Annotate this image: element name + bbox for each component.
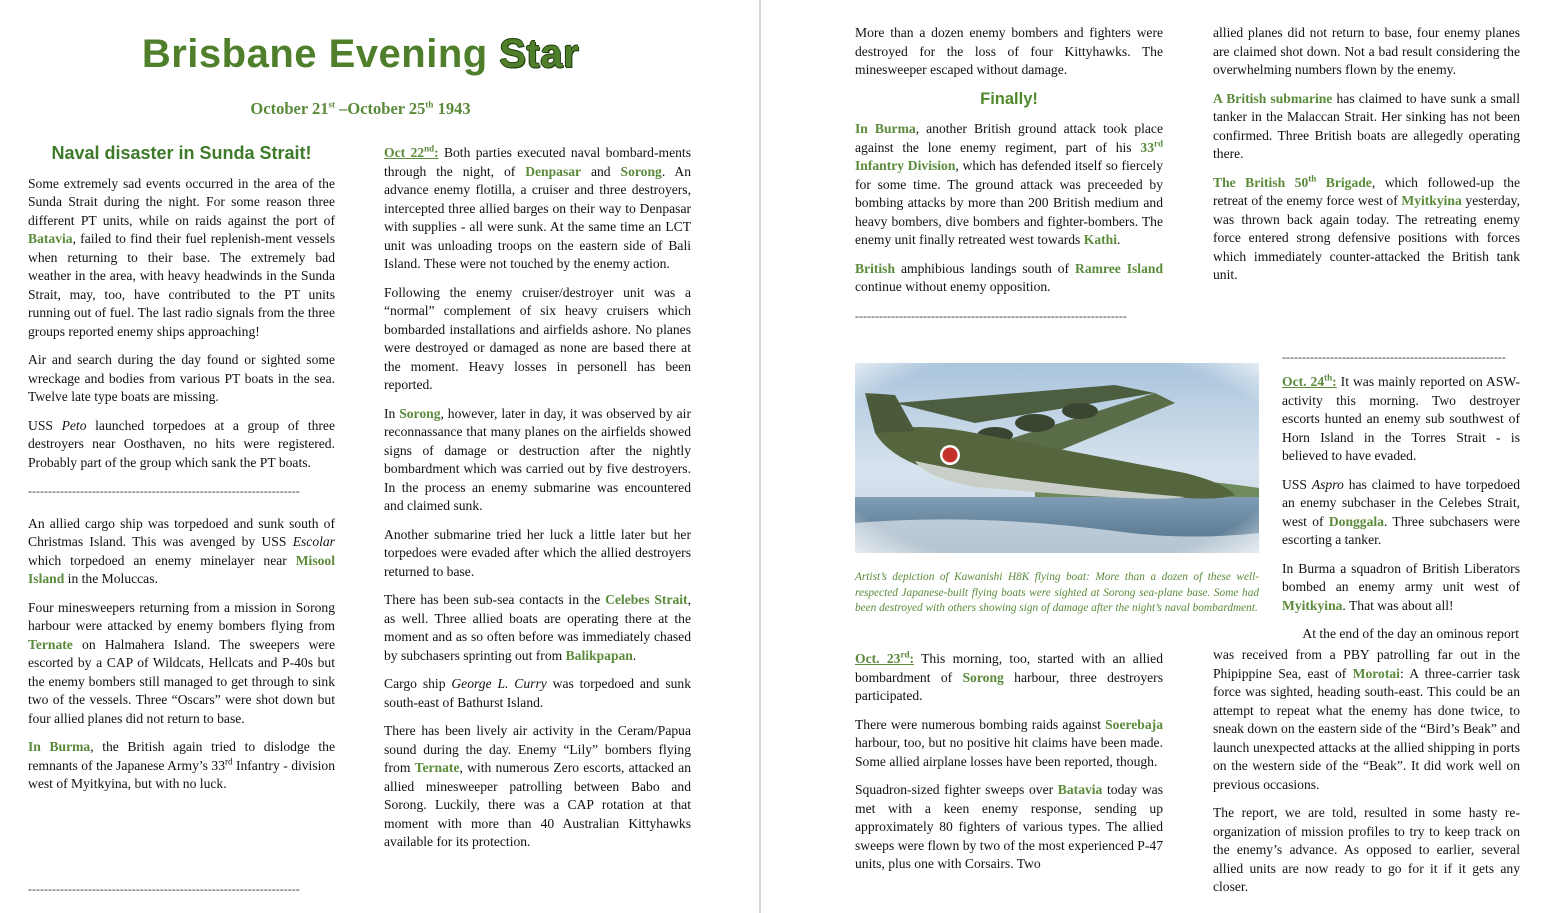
column-2: [384, 144, 691, 862]
paragraph: Oct. 24th: It was mainly reported on ASW-activity this morning. Two destroyer escorts hunted an enemy sub southwest of Horn Island in the Torres Strait - is believed to have evaded.: [1282, 372, 1520, 463]
column-5: [1282, 373, 1520, 654]
section-rule: --------------------------------------------------------: [1282, 350, 1506, 364]
column-1: [28, 144, 335, 804]
section-rule: --------------------------------------------------------------------: [28, 484, 300, 498]
paragraph: Oct 22nd: Both parties executed naval bombard-ments through the night, of Denpasar and Sorong. An advance enemy flotilla, a cruiser and three destroyers, intercepted three allied barges on their way to Denpasar with supplies - all were sunk. At the same time an LCT unit was unloading troops on the eastern side of Bali Island. These were not touched by the enemy action.: [384, 143, 691, 271]
paragraph: allied planes did not return to base, four enemy planes are claimed shot down. Not a bad result considering the overwhelming numbers flown by the enemy.: [1213, 25, 1520, 77]
paragraph: A British submarine has claimed to have sunk a small tanker in the Malaccan Strait. Her sinking has not been confirmed. Three British boats are allegedly operating there.: [1213, 90, 1520, 161]
masthead-title-a: Brisbane Evening: [141, 32, 488, 76]
paragraph: At the end of the day an ominous report: [1302, 626, 1520, 641]
paragraph: Oct. 23rd: This morning, too, started with an allied bombardment of Sorong harbour, three destroyers participated.: [855, 649, 1164, 703]
masthead-title-b: Star: [499, 32, 580, 76]
paragraph: British amphibious landings south of Ramree Island continue without enemy opposition.: [855, 260, 1164, 294]
paragraph: Cargo ship George L. Curry was torpedoed and sunk south-east of Bathurst Island.: [384, 676, 692, 710]
section-rule: --------------------------------------------------------------------: [855, 308, 1127, 323]
section-rule: --------------------------------------------------------------------: [28, 882, 300, 896]
issue-date-year: 1943: [433, 99, 471, 118]
paragraph: In Sorong, however, later in day, it was observed by air reconnassance that many planes on the airfields showed signs of damage or destruction after the nightly bombardment which was carried out by five destroyers. In the process an enemy submarine was encountered and claimed sunk.: [384, 405, 691, 513]
paragraph: The report, we are told, resulted in some hasty re-organization of mission profiles to try to keep track on the enemy’s advance. As opposed to earlier, several allied units are now ready to go for it if it gets any closer.: [1213, 805, 1520, 894]
paragraph: In Burma, the British again tried to dislodge the remnants of the Japanese Army’s 33rd Infantry - division west of Myitkyina, but with no luck.: [28, 739, 336, 791]
paragraph: Air and search during the day found or sighted some wreckage and bodies from various PT boats in the sea. Twelve late type boats are missing.: [28, 352, 335, 404]
image-caption: Artist’s depiction of Kawanishi H8K flying boat: More than a dozen of these well-respected Japanese-built flying boats were sighted at Sorong sea-plane base. Some had been destroyed with others showing sign of damage after the night’s naval bombardment.: [855, 571, 1259, 615]
paragraph: Some extremely sad events occurred in the area of the Sunda Strait during the night. For some reason three different PT units, while on raids against the port of Batavia, failed to find their fuel replenish-ment vessels when returning to their base. The extremely bad weather in the area, with heavy headwinds in the Sunda Strait, may, too, have contributed to the PT units running out of fuel. The last radio signals from the three groups reported enemy ships approaching!: [28, 175, 335, 339]
paragraph: Following the enemy cruiser/destroyer unit was a “normal” complement of six heavy cruisers which bombarded installations and airfields ashore. No planes were destroyed or damaged as none are based there at the moment. Heavy losses in personell has been reported.: [384, 284, 691, 392]
paragraph: Another submarine tried her luck a little later but her torpedoes were evaded after which the allied destroyers returned to base.: [384, 526, 691, 579]
column-4: [1213, 24, 1520, 295]
article-heading: Naval disaster in Sunda Strait!: [51, 143, 312, 163]
paragraph: In Burma, another British ground attack took place against the lone enemy regiment, part of his 33rd Infantry Division, which has defended itself so fiercely for some time. The ground attack was preceeded by bombing attacks by more than 200 British medium and heavy bombers, dive bombers and fighter-bombers. The enemy unit finally retreated west towards Kathi.: [855, 121, 1163, 247]
issue-date-start: October 21: [250, 99, 329, 118]
paragraph: An allied cargo ship was torpedoed and sunk south of Christmas Island. This was avenged by USS Escolar which torpedoed an enemy minelayer near Misool Island in the Moluccas.: [28, 515, 335, 586]
issue-date-end-sup: th: [425, 99, 434, 110]
paragraph: was received from a PBY patrolling far out in the Phipippine Sea, east of Morotai: A three-carrier task force was sighted, heading south-east. This could be an attempt to repeat what the enemy has done twice, to sneak down on the eastern side of the “Bird’s Beak” and launch unexpected attacks at the allied shipping in ports on the western side of the “Beak”. It did work well on previous occasions.: [1213, 647, 1520, 792]
paragraph: There were numerous bombing raids against Soerebaja harbour, too, but no positive hit claims have been made. Some allied airplane losses have been reported, though.: [855, 716, 1163, 769]
paragraph: USS Peto launched torpedoes at a group of three destroyers near Oosthaven, no hits were registered. Probably part of the group which sank the PT boats.: [28, 417, 335, 470]
column-6: [1213, 646, 1520, 907]
paragraph: In Burma a squadron of British Liberators bombed an enemy army unit west of Myitkyina. That was about all!: [1282, 560, 1520, 613]
paragraph: There has been lively air activity in the Ceram/Papua sound during the day. Enemy “Lily” bombers flying from Ternate, with numerous Zero escorts, attacked an allied minesweeper patrolling between Babo and Sorong. Luckily, there was a CAP rotation at that moment with more than 40 Australian Kittyhawks available for its protection.: [384, 723, 691, 849]
masthead-title: [28, 32, 693, 77]
column-3-lower: [855, 650, 1163, 884]
column-3: [855, 24, 1163, 339]
paragraph: More than a dozen enemy bombers and fighters were destroyed for the loss of four Kittyhawks. The minesweeper escaped without damage.: [855, 25, 1163, 77]
issue-date-start-sup: st: [328, 99, 335, 110]
flying-boat-illustration: [855, 363, 1259, 553]
issue-date: [28, 99, 693, 119]
article-heading: Finally!: [980, 89, 1038, 108]
paragraph: Four minesweepers returning from a mission in Sorong harbour were attacked by enemy bombers flying from Ternate on Halmahera Island. The sweepers were escorted by a CAP of Wildcats, Hellcats and P-40s but the enemy bombers still managed to get through to sink two of the vessels. Three “Oscars” were shot down but four allied planes did not return to base.: [28, 599, 335, 726]
paragraph: Squadron-sized fighter sweeps over Batavia today was met with a keen enemy response, sending up approximately 80 fighters of various types. The allied sweeps were flown by two of the most experienced P-47 units, plus one with Corsairs. Two: [855, 782, 1163, 871]
paragraph: There has been sub-sea contacts in the Celebes Strait, as well. Three allied boats are operating there at the moment and as so often before was immediately chased by subchasers sprinting out from Balikpapan.: [384, 592, 691, 663]
paragraph: USS Aspro has claimed to have torpedoed an enemy subchaser in the Celebes Strait, west of Donggala. Three subchasers were escorting a tanker.: [1282, 476, 1520, 547]
paragraph: The British 50th Brigade, which followed-up the retreat of the enemy force west of Myitkyina yesterday, was thrown back again today. The retreating enemy force entered strong defensive positions with forces which immediately counter-attacked the British tank unit.: [1213, 172, 1520, 282]
page-divider: [759, 0, 761, 913]
issue-date-end: –October 25: [334, 99, 426, 118]
